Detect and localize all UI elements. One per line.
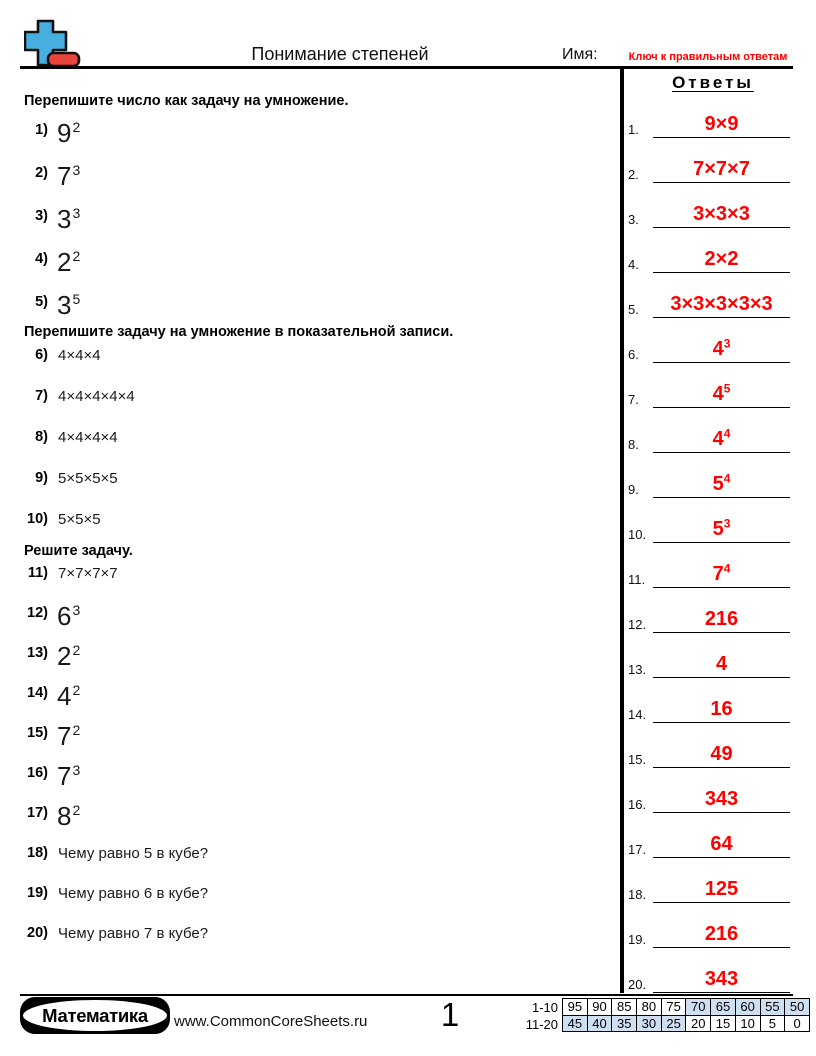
problem-row (20, 723, 610, 749)
power-exponent: 3 (72, 602, 81, 619)
score-cell: 75 (661, 999, 686, 1016)
answer-value: 2×2 (704, 248, 739, 270)
power-exponent: 2 (72, 802, 81, 819)
score-cell: 60 (735, 999, 760, 1016)
problem-expression: 5×5×5 (58, 511, 101, 528)
problem-expression (57, 163, 80, 189)
answer-value: 343 (704, 788, 739, 810)
problem-number: 14) (27, 685, 48, 701)
answer-row (620, 914, 800, 948)
power-exponent: 5 (723, 381, 731, 396)
power-exponent: 2 (72, 119, 81, 136)
score-row (563, 999, 810, 1016)
problem-expression: Чему равно 6 в кубе? (58, 885, 209, 902)
answer-row (620, 644, 800, 678)
answer-row (620, 149, 800, 183)
answer-line (653, 463, 790, 498)
answer-line (653, 733, 790, 768)
answer-line (653, 913, 790, 948)
section-instruction-3: Решите задачу. (24, 543, 133, 559)
answer-row (620, 824, 800, 858)
power-exponent: 3 (72, 162, 81, 179)
answer-number: 10. (628, 527, 647, 542)
problem-row (20, 643, 610, 669)
power-exponent: 2 (72, 642, 81, 659)
power-exponent: 5 (72, 291, 81, 308)
power-base: 3 (57, 290, 72, 320)
problem-number: 9) (35, 470, 48, 486)
problem-number: 6) (35, 347, 48, 363)
problem-number: 5) (35, 294, 48, 310)
section-instruction-2: Перепишите задачу на умножение в показательной записи. (24, 324, 454, 340)
problem-number: 19) (27, 885, 48, 901)
answer-line (653, 778, 790, 813)
answer-line (653, 193, 790, 228)
power-base: 2 (57, 247, 72, 277)
score-cell: 90 (587, 999, 612, 1016)
problem-expression (57, 249, 80, 275)
score-cell: 50 (785, 999, 810, 1016)
worksheet-title: Понимание степеней (251, 44, 429, 64)
website-url: www.CommonCoreSheets.ru (174, 1013, 368, 1030)
problem-row (20, 683, 610, 709)
problem-expression: Чему равно 5 в кубе? (58, 845, 209, 862)
answer-number: 16. (628, 797, 647, 812)
answer-row (620, 734, 800, 768)
problem-row (20, 206, 610, 232)
answer-number: 11. (628, 572, 646, 587)
problem-row (20, 803, 610, 829)
header-rule (20, 66, 793, 69)
answer-value (712, 336, 731, 362)
problem-expression (57, 723, 80, 749)
power-base: 7 (57, 761, 72, 791)
answer-row (620, 194, 800, 228)
answer-line (653, 103, 790, 138)
power-base: 3 (57, 204, 72, 234)
answer-row (620, 869, 800, 903)
answer-value: 64 (710, 833, 733, 855)
power-base: 5 (712, 473, 724, 495)
score-row-label-2: 11-20 (525, 1017, 558, 1032)
answer-number: 12. (628, 617, 647, 632)
answer-number: 14. (628, 707, 647, 722)
power-exponent: 2 (72, 722, 81, 739)
problem-row (20, 883, 610, 902)
score-cell: 95 (563, 999, 588, 1016)
problem-number: 7) (35, 388, 48, 404)
power-base: 2 (57, 641, 72, 671)
answer-line (653, 688, 790, 723)
footer-rule (20, 994, 793, 996)
power-exponent: 3 (72, 205, 81, 222)
answer-line (653, 598, 790, 633)
answer-line (653, 958, 790, 993)
answer-line (653, 373, 790, 408)
answer-value: 3×3×3×3×3 (670, 293, 773, 315)
answer-value: 216 (704, 608, 739, 630)
answer-number: 3. (628, 212, 639, 227)
problem-expression: Чему равно 7 в кубе? (58, 925, 209, 942)
problem-number: 2) (35, 165, 48, 181)
problem-row (20, 249, 610, 275)
answer-number: 17. (628, 842, 647, 857)
problem-row (20, 345, 610, 364)
problem-number: 10) (27, 511, 48, 527)
problem-number: 11) (27, 565, 48, 581)
power-base: 7 (712, 563, 724, 585)
problem-number: 18) (27, 845, 48, 861)
power-exponent: 2 (72, 248, 81, 265)
answer-number: 15. (628, 752, 647, 767)
problem-row (20, 468, 610, 487)
answer-line (653, 148, 790, 183)
answer-row (620, 329, 800, 363)
answer-number: 6. (628, 347, 639, 362)
problem-row (20, 163, 610, 189)
problem-expression (57, 763, 80, 789)
power-base: 6 (57, 601, 72, 631)
problem-row (20, 292, 610, 318)
answer-number: 4. (628, 257, 639, 272)
answer-number: 7. (628, 392, 639, 407)
problem-expression (57, 120, 80, 146)
page-number: 1 (440, 996, 460, 1033)
brand-logo (24, 17, 82, 68)
answer-row (620, 509, 800, 543)
problem-row (20, 386, 610, 405)
problem-number: 13) (27, 645, 48, 661)
answer-value: 343 (704, 968, 739, 990)
answer-number: 20. (628, 977, 647, 992)
answer-value: 7×7×7 (693, 158, 750, 180)
answer-line (653, 823, 790, 858)
answer-number: 18. (628, 887, 647, 902)
power-base: 4 (712, 338, 724, 360)
score-cell: 5 (760, 1015, 785, 1032)
brand-badge (20, 997, 170, 1034)
problem-number: 4) (35, 251, 48, 267)
answer-value (712, 381, 731, 407)
problem-row (20, 563, 610, 582)
answer-row (620, 239, 800, 273)
answer-value: 3×3×3 (693, 203, 750, 225)
problem-number: 3) (35, 208, 48, 224)
power-exponent: 4 (723, 471, 731, 486)
answer-value: 216 (704, 923, 739, 945)
power-base: 8 (57, 801, 72, 831)
answer-value: 16 (710, 698, 733, 720)
answer-row (620, 779, 800, 813)
answer-line (653, 643, 790, 678)
problem-expression: 4×4×4 (58, 347, 101, 364)
score-cell: 10 (735, 1015, 760, 1032)
problem-expression (57, 206, 80, 232)
answer-value: 49 (710, 743, 733, 765)
power-exponent: 3 (723, 336, 731, 351)
problem-expression (57, 603, 80, 629)
problem-expression: 4×4×4×4×4 (58, 388, 135, 405)
problem-number: 20) (27, 925, 48, 941)
answer-number: 9. (628, 482, 639, 497)
answer-row (620, 284, 800, 318)
answer-value (712, 516, 731, 542)
answers-heading: Ответы (672, 73, 754, 92)
power-exponent: 2 (72, 682, 81, 699)
answer-line (653, 553, 790, 588)
answer-number: 19. (628, 932, 647, 947)
name-label: Имя: (562, 46, 598, 63)
problem-row (20, 843, 610, 862)
answer-value (712, 471, 731, 497)
problem-number: 17) (27, 805, 48, 821)
answer-number: 5. (628, 302, 639, 317)
problem-expression: 7×7×7×7 (58, 565, 118, 582)
problem-number: 12) (27, 605, 48, 621)
problem-expression: 5×5×5×5 (58, 470, 118, 487)
power-base: 4 (57, 681, 72, 711)
answer-line (653, 418, 790, 453)
section-instruction-1: Перепишите число как задачу на умножение. (24, 93, 349, 109)
score-cell: 20 (686, 1015, 711, 1032)
score-cell: 30 (637, 1015, 662, 1032)
problem-row (20, 763, 610, 789)
score-cell: 80 (637, 999, 662, 1016)
problem-expression (57, 643, 80, 669)
answer-line (653, 238, 790, 273)
power-exponent: 4 (723, 426, 731, 441)
score-row (563, 1015, 810, 1032)
problem-row (20, 427, 610, 446)
answer-row (620, 419, 800, 453)
brand-badge-label: Математика (23, 1000, 167, 1031)
power-exponent: 4 (723, 561, 731, 576)
score-cell: 45 (563, 1015, 588, 1032)
power-base: 4 (712, 383, 724, 405)
score-cell: 15 (711, 1015, 736, 1032)
problem-row (20, 603, 610, 629)
score-cell: 85 (612, 999, 637, 1016)
answer-row (620, 599, 800, 633)
answer-value: 9×9 (704, 113, 739, 135)
answer-number: 1. (628, 122, 639, 137)
problem-number: 15) (27, 725, 48, 741)
answer-number: 8. (628, 437, 639, 452)
answer-value (712, 426, 731, 452)
problem-expression: 4×4×4×4 (58, 429, 118, 446)
score-cell: 40 (587, 1015, 612, 1032)
problem-expression (57, 683, 80, 709)
power-base: 4 (712, 428, 724, 450)
answer-line (653, 508, 790, 543)
score-cell: 70 (686, 999, 711, 1016)
answer-row (620, 374, 800, 408)
score-table (562, 998, 810, 1032)
power-base: 9 (57, 118, 72, 148)
problem-number: 1) (35, 122, 48, 138)
power-exponent: 3 (723, 516, 731, 531)
answer-number: 13. (628, 662, 647, 677)
answer-key-label: Ключ к правильным ответам (628, 51, 788, 63)
answer-line (653, 868, 790, 903)
answer-number: 2. (628, 167, 639, 182)
score-cell: 65 (711, 999, 736, 1016)
problem-row (20, 120, 610, 146)
score-cell: 55 (760, 999, 785, 1016)
problem-expression (57, 292, 80, 318)
power-base: 5 (712, 518, 724, 540)
problem-number: 8) (35, 429, 48, 445)
minus-icon (48, 53, 79, 66)
answer-value: 125 (704, 878, 739, 900)
answer-row (620, 104, 800, 138)
score-cell: 25 (661, 1015, 686, 1032)
problem-row (20, 923, 610, 942)
answer-row (620, 464, 800, 498)
score-table-body (563, 999, 810, 1032)
problem-expression (57, 803, 80, 829)
answer-line (653, 283, 790, 318)
problem-row (20, 509, 610, 528)
power-base: 7 (57, 161, 72, 191)
answer-value (712, 561, 731, 587)
answer-row (620, 959, 800, 993)
power-base: 7 (57, 721, 72, 751)
score-cell: 0 (785, 1015, 810, 1032)
problem-number: 16) (27, 765, 48, 781)
score-row-label-1: 1-10 (531, 1000, 558, 1015)
answer-row (620, 689, 800, 723)
power-exponent: 3 (72, 762, 81, 779)
answer-value: 4 (715, 653, 728, 675)
answer-line (653, 328, 790, 363)
score-cell: 35 (612, 1015, 637, 1032)
answer-row (620, 554, 800, 588)
